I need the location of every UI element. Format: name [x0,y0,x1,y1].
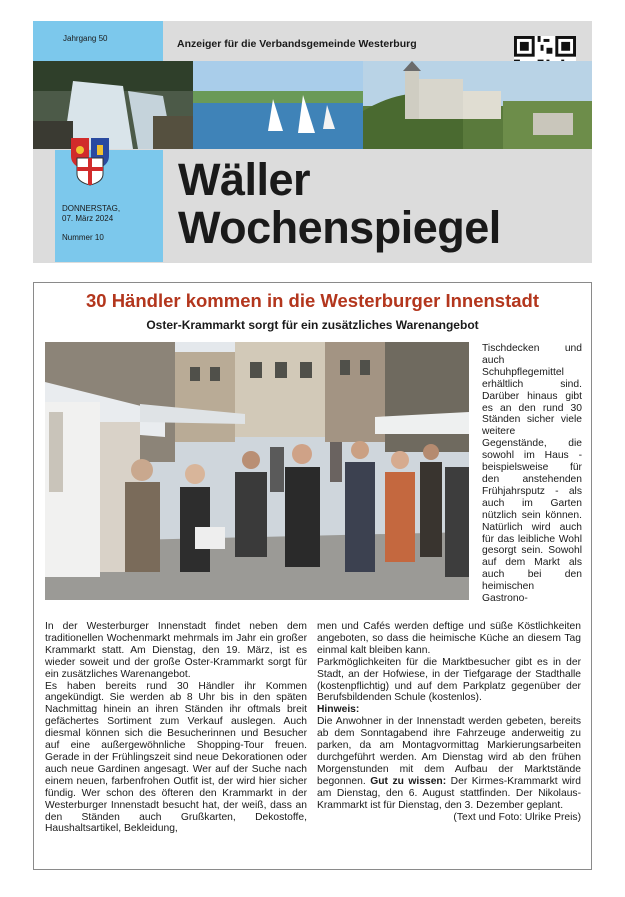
volume-label: Jahrgang 50 [63,34,108,43]
paragraph: men und Cafés werden deftige und süße Köstlichkeiten angeboten, so dass die heimische Küche an diesem Tag einmal kalt bleiben kann. [317,621,581,656]
paragraph: Parkmöglichkeiten für die Marktbesucher gibt es in der Stadt, an der Hofwiese, in der Tiefgarage der Stadthalle (kostenpflichtig) und auf dem Parkplatz gegenüber der Berufsbildenden Schule (kostenlos). [317,656,581,704]
paragraph: In der Westerburger Innenstadt findet neben dem traditionellen Wochenmarkt mehrmals im Jahr ein großer Krammarkt statt. Am Dienstag, den 19. März, ist es wieder soweit und der große Oster-Krammarkt sorgt für ein zusätzliches Warenangebot. [45,621,307,680]
title-line-2: Wochenspiegel [178,202,501,253]
article-column-left [45,621,307,835]
title-line-1: Wäller [178,154,311,205]
photo-credit: (Text und Foto: Ulrike Preis) [453,811,581,823]
article-column-right [317,621,581,823]
issue-number: Nummer 10 [62,233,104,242]
paragraph-text: Die Anwohner in der Innenstadt werden gebeten, bereits ab dem Sonntagabend ihre Fahrzeuge anderweitig zu parken, da am Montagvormittag Markierungsarbeiten durchgeführt werden. Am Dienstag wird ab den frühen Morgenstunden mit dem Aufbau der Marktstände begonnen. [317,716,581,787]
issue-date: 07. März 2024 [62,214,114,223]
volume-box [33,21,163,61]
article-column-right-top [482,343,582,605]
issue-weekday: DONNERSTAG, [62,204,121,213]
market-photo [45,342,469,600]
masthead-photo-strip [33,61,592,149]
paragraph: Es haben bereits rund 30 Händler ihr Kommen angekündigt. Sie werden ab 8 Uhr bis in den späten Nachmittag hinein an ihren Ständen ihr oftmals breit gefächertes Sortiment zum Verkauf auslegen. Auch diesmal können sich die Besucherinnen und Besucher auf eine außergewöhnliche Shopping-Tour freuen. Gerade in der Frühlingszeit sind neue Dekorationen oder auch neue Gardinen angesagt. Wer auf der Suche nach einem neuen, farbenfrohen Outfit ist, der wird hier sicher fündig. Wer schon des öfteren den Krammarkt in der Westerburger Innenstadt besucht hat, der weiß, dass an den Ständen auch Grußkarten, Dekostoffe, Haushaltsartikel, Bekleidung, [45,680,307,835]
date-box [55,150,163,262]
paragraph [317,716,581,811]
article-subheadline: Oster-Krammarkt sorgt für ein zusätzliches Warenangebot [146,318,479,332]
good-to-know-label: Gut zu wissen: [370,775,447,787]
masthead-subtitle: Anzeiger für die Verbandsgemeinde Westerburg [177,38,417,50]
article-headline: 30 Händler kommen in die Westerburger Innenstadt [85,290,539,311]
coat-of-arms-icon [69,136,111,186]
hint-label: Hinweis: [317,704,360,716]
paragraph: Tischdecken und auch Schuhpflegemittel erhältlich sind. Darüber hinaus gibt es an den rund 30 Ständen sicher viele weitere Gegenstände, die sowohl im Haus - beispielsweise für den anstehenden Frühjahrsputz - als auch im Garten nützlich sein können. Natürlich wird auch für das leibliche Wohl gesorgt sein. Sowohl auf dem Markt als auch bei den heimischen Gastrono- [482,343,582,605]
paragraph-text: Der Kirmes-Krammarkt wird am Dienstag, den 6. August stattfinden. Der Nikolaus-Krammarkt ist für Dienstag, den 3. Dezember geplant. [317,775,581,811]
newspaper-title [178,156,501,252]
